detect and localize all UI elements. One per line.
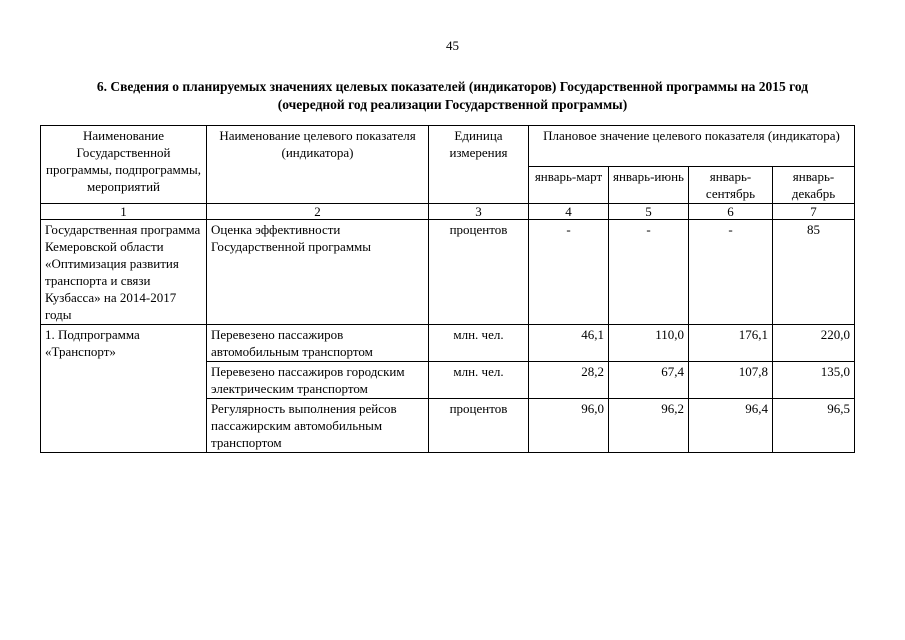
document-title [40, 78, 865, 114]
value-q1-cell: 96,0 [529, 399, 609, 453]
indicator-name-cell: Перевезено пассажиров автомобильным транспортом [207, 325, 429, 362]
column-number: 6 [689, 204, 773, 220]
indicator-name-cell: Перевезено пассажиров городским электрическим транспортом [207, 362, 429, 399]
value-year-cell: 135,0 [773, 362, 855, 399]
column-number: 2 [207, 204, 429, 220]
header-planned-value: Плановое значение целевого показателя (индикатора) [529, 126, 855, 167]
title-line-2: (очередной год реализации Государственной программы) [277, 97, 628, 112]
column-number: 7 [773, 204, 855, 220]
table-row [41, 325, 855, 362]
column-number: 1 [41, 204, 207, 220]
column-number: 4 [529, 204, 609, 220]
page-number: 45 [446, 38, 459, 53]
unit-cell: процентов [429, 220, 529, 325]
value-h1-cell: 67,4 [609, 362, 689, 399]
value-9m-cell: 107,8 [689, 362, 773, 399]
value-9m-cell: - [689, 220, 773, 325]
header-period-9m: январь-сентябрь [689, 167, 773, 204]
unit-cell: млн. чел. [429, 325, 529, 362]
value-q1-cell: 46,1 [529, 325, 609, 362]
value-9m-cell: 96,4 [689, 399, 773, 453]
header-unit: Единица измерения [429, 126, 529, 204]
header-program: Наименование Государственной программы, подпрограммы, мероприятий [41, 126, 207, 204]
column-number: 5 [609, 204, 689, 220]
value-h1-cell: 96,2 [609, 399, 689, 453]
unit-cell: млн. чел. [429, 362, 529, 399]
title-line-1: 6. Сведения о планируемых значениях целевых показателей (индикаторов) Государственной программы на 2015 год [96, 79, 809, 94]
value-9m-cell: 176,1 [689, 325, 773, 362]
header-period-h1: январь-июнь [609, 167, 689, 204]
unit-cell: процентов [429, 399, 529, 453]
program-name-cell: Государственная программа Кемеровской области «Оптимизация развития транспорта и связи Кузбасса» на 2014-2017 годы [41, 220, 207, 325]
header-row-1 [41, 126, 855, 167]
header-period-q1: январь-март [529, 167, 609, 204]
header-indicator: Наименование целевого показателя (индикатора) [207, 126, 429, 204]
value-q1-cell: - [529, 220, 609, 325]
value-h1-cell: 110,0 [609, 325, 689, 362]
value-h1-cell: - [609, 220, 689, 325]
target-indicators-table [40, 125, 855, 453]
value-year-cell: 96,5 [773, 399, 855, 453]
value-year-cell: 220,0 [773, 325, 855, 362]
table-row [41, 220, 855, 325]
indicator-name-cell: Регулярность выполнения рейсов пассажирским автомобильным транспортом [207, 399, 429, 453]
value-year-cell: 85 [773, 220, 855, 325]
indicator-name-cell: Оценка эффективности Государственной программы [207, 220, 429, 325]
program-name-cell: 1. Подпрограмма «Транспорт» [41, 325, 207, 453]
column-number: 3 [429, 204, 529, 220]
column-numbers-row [41, 204, 855, 220]
header-period-year: январь-декабрь [773, 167, 855, 204]
value-q1-cell: 28,2 [529, 362, 609, 399]
